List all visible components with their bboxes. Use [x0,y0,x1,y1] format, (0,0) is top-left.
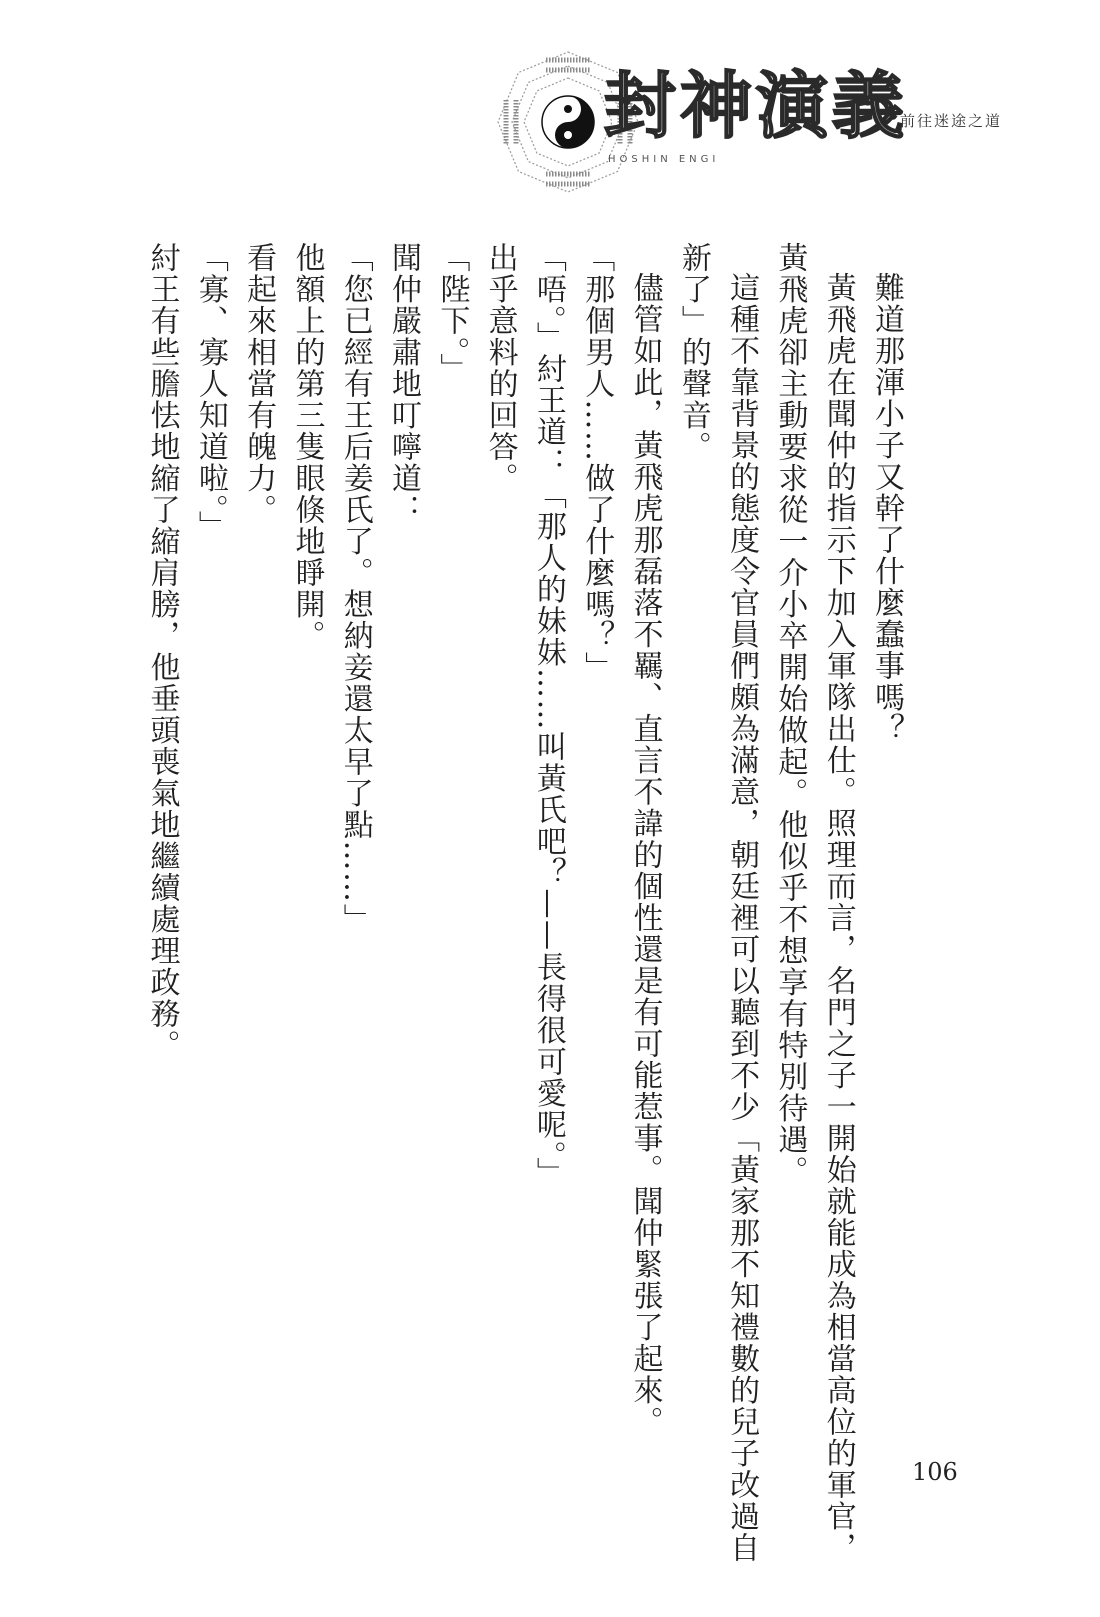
paragraph: 這種不靠背景的態度令官員們頗為滿意，朝廷裡可以聽到不少「黃家那不知禮數的兒子改過自新了」的聲音。 [675,242,760,1564]
paragraph: 黃飛虎在聞仲的指示下加入軍隊出仕。照理而言，名門之子一開始就能成為相當高位的軍官，黃飛虎卻主動要求從一介小卒開始做起。他似乎不想享有特別待遇。 [772,242,856,1564]
paragraph: 「寡、寡人知道啦。」 [192,242,228,542]
book-header [470,40,1090,200]
paragraph: 聞仲嚴肅地叮嚀道： [386,242,422,526]
paragraph: 儘管如此，黃飛虎那磊落不羈、直言不諱的個性還是有可能惹事。聞仲緊張了起來。 [627,272,663,1438]
book-title-romaji: HOSHIN ENGI [608,154,720,165]
paragraph: 「陛下。」 [434,242,470,385]
paragraph: 難道那渾小子又幹了什麼蠢事嗎？ [869,272,904,745]
page-number: 106 [912,1458,958,1486]
paragraph: 看起來相當有魄力。 [241,242,277,526]
paragraph: 紂王有些膽怯地縮了縮肩膀，他垂頭喪氣地繼續處理政務。 [144,242,180,1061]
paragraph: 「唔。」紂王道：「那人的妹妹……叫黃氏吧？——長得很可愛呢。」 [530,242,566,1189]
chapter-subtitle: 前往迷途之道 [900,112,1003,130]
paragraph: 出乎意料的回答。 [482,242,518,494]
paragraph: 「您已經有王后姜氏了。想納妾還太早了點……」 [337,242,373,935]
book-title: 封神演義 [604,63,909,148]
paragraph: 「那個男人……做了什麼嗎？」 [579,242,615,683]
body-text [144,242,910,1572]
paragraph: 他額上的第三隻眼倏地睜開。 [289,242,325,652]
